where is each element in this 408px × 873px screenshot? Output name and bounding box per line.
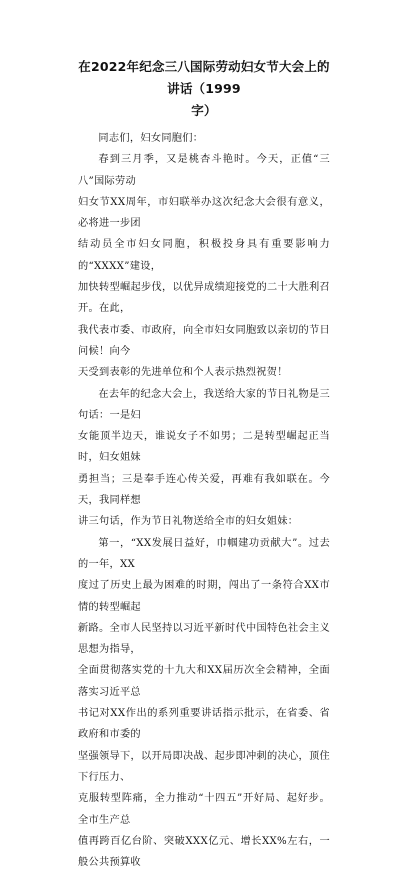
paragraph-3-line: 度过了历史上最为困难的时期，闯出了一条符合XX市情的转型崛起 [78,580,330,613]
paragraph-1-line: 妇女节XX周年，市妇联举办这次纪念大会很有意义，必将进一步团 [78,196,330,230]
paragraph-1-line: 加快转型崛起步伐，以优异成绩迎接党的二十大胜利召开。在此， [78,282,330,315]
paragraph-3-line: 克服转型阵痛，全力推动“十四五”开好局、起好步。全市生产总 [78,793,330,826]
paragraph-3-line: 新路。全市人民坚持以习近平新时代中国特色社会主义思想为指导， [78,622,330,656]
paragraph-2-line: 讲三句话，作为节日礼物送给全市的妇女姐妹： [78,516,299,528]
paragraph-2-line: 在去年的纪念大会上，我送给大家的节日礼物是三句话：一是妇 [78,388,330,421]
paragraph-1-line: 春到三月季，又是桃杏斗艳时。今天，正值“三八”国际劳动 [78,154,330,187]
paragraph-3-line: 全面贯彻落实党的十九大和XX届历次全会精神，全面落实习近平总 [78,665,330,698]
paragraph-2-line: 女能顶半边天，谁说女子不如男；二是转型崛起正当时，妇女姐妹 [78,431,330,464]
paragraph-1-line: 天受到表彰的先进单位和个人表示热烈祝贺！ [78,367,288,379]
paragraph-3-line: 第一，“XX发展日益好，巾帼建功贡献大”。过去的一年，XX [78,537,330,570]
paragraph-3-line: 坚强领导下，以开局即决战、起步即冲刺的决心，顶住下行压力、 [78,750,330,783]
paragraph-3-line: 值再跨百亿台阶、突破XXX亿元、增长XX%左右，一般公共预算收 [78,835,330,869]
paragraph-1 [78,149,330,383]
paragraph-3 [78,533,330,873]
document-title [78,56,330,122]
paragraph-1-line: 我代表市委、市政府，向全市妇女同胞致以亲切的节日问候！向今 [78,324,330,357]
paragraph-2-line: 勇担当；三是奉手连心传关爱，再难有我如联在。今天，我同样想 [78,473,330,507]
paragraph-1-line: 结动员全市妇女同胞，积极投身具有重要影响力的“XXXX”建设， [78,239,330,272]
paragraph-2 [78,384,330,533]
title-line-2: 字） [191,103,217,118]
title-line-1: 在2022年纪念三八国际劳动妇女节大会上的讲话（1999 [78,59,330,96]
salutation: 同志们，妇女同胞们： [98,133,204,144]
paragraph-3-line: 书记对XX作出的系列重要讲话指示批示，在省委、省政府和市委的 [78,708,330,741]
